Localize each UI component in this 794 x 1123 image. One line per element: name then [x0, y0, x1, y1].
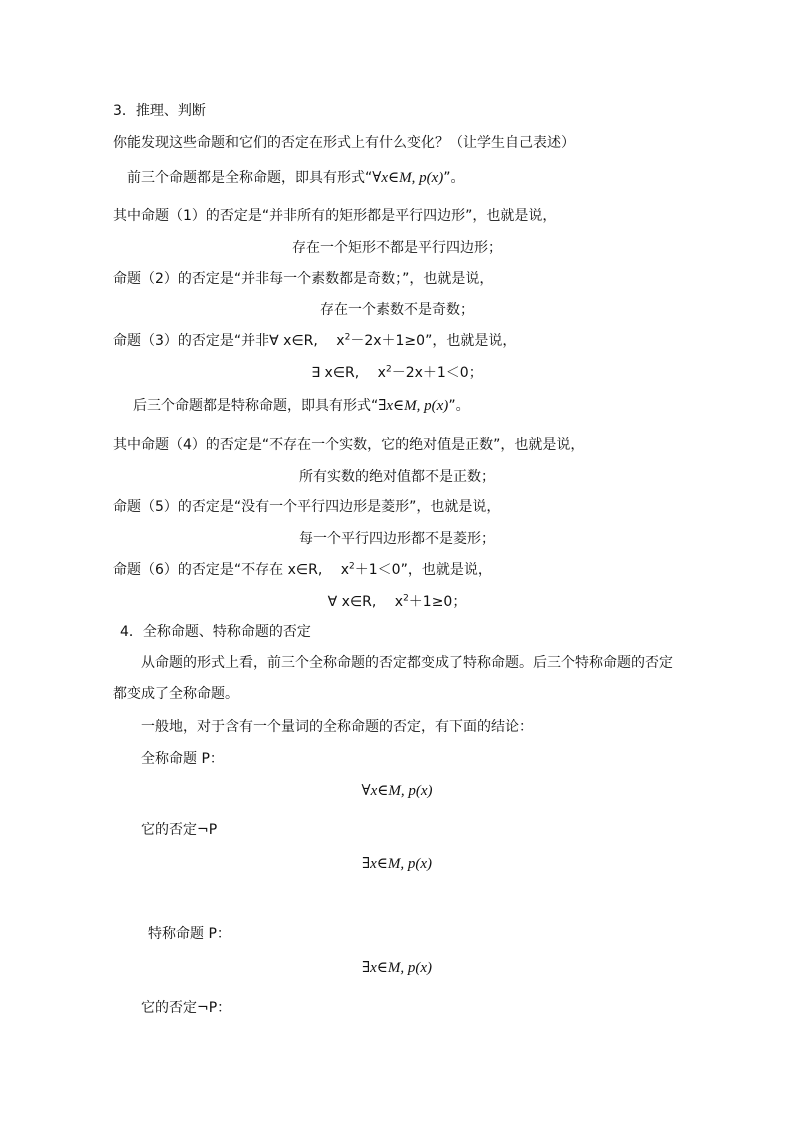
- universal-form-formula: ∀x∈M, p(x): [372, 170, 444, 186]
- universal-negation-label: 它的否定¬P: [141, 822, 218, 838]
- negation-5-statement: 命题（5）的否定是“没有一个平行四边形是菱形”，也就是说，: [113, 499, 501, 515]
- negation-5-result: 每一个平行四边形都不是菱形；: [299, 531, 495, 547]
- negation-3-statement: 命题（3）的否定是“并非∀ x∈R, $x^2-2x+1\ge 0$”，也就是说，: [113, 332, 517, 349]
- existential-proposition-label: 特称命题 P：: [148, 926, 231, 942]
- paragraph-1-line-1: 从命题的形式上看，前三个全称命题的否定都变成了特称命题。后三个特称命题的否定: [141, 655, 673, 671]
- negation-3-result: ∃ x∈R, $x^2-2x+1<0$；: [311, 364, 483, 381]
- universal-formula: ∀x∈M, p(x): [361, 783, 433, 799]
- existential-intro: 后三个命题都是特称命题，即具有形式“∃x∈M, p(x)”。: [133, 398, 470, 414]
- negation-2-statement: 命题（2）的否定是“并非每一个素数都是奇数；”，也就是说，: [113, 271, 494, 287]
- negation-1-statement: 其中命题（1）的否定是“并非所有的矩形都是平行四边形”，也就是说，: [113, 208, 557, 224]
- existential-negation-label: 它的否定¬P：: [141, 1000, 232, 1016]
- negation-6-statement: 命题（6）的否定是“不存在 x∈R, $x^2+1<0$”，也就是说，: [113, 561, 492, 578]
- existential-form-formula: ∃x∈M, p(x): [378, 398, 449, 414]
- negation-2-result: 存在一个素数不是奇数；: [320, 302, 474, 318]
- negation-6-result: ∀ x∈R, $x^2+1\ge 0$；: [327, 593, 467, 610]
- universal-intro: 前三个命题都是全称命题，即具有形式“∀x∈M, p(x)”。: [127, 170, 465, 186]
- paragraph-1-line-2: 都变成了全称命题。: [113, 686, 239, 702]
- paragraph-2: 一般地，对于含有一个量词的全称命题的否定，有下面的结论：: [141, 719, 533, 735]
- negation-4-result: 所有实数的绝对值都不是正数；: [299, 469, 495, 485]
- negation-1-result: 存在一个矩形不都是平行四边形；: [292, 240, 502, 256]
- existential-formula: ∃x∈M, p(x): [361, 960, 433, 976]
- question-line: 你能发现这些命题和它们的否定在形式上有什么变化？（让学生自己表述）: [113, 135, 575, 151]
- section3-heading: 3．推理、判断: [113, 103, 206, 119]
- negation-4-statement: 其中命题（4）的否定是“不存在一个实数，它的绝对值是正数”，也就是说，: [113, 437, 585, 453]
- universal-negation-formula: ∃x∈M, p(x): [361, 856, 433, 872]
- section4-heading: 4．全称命题、特称命题的否定: [120, 624, 311, 640]
- universal-proposition-label: 全称命题 P：: [141, 751, 224, 767]
